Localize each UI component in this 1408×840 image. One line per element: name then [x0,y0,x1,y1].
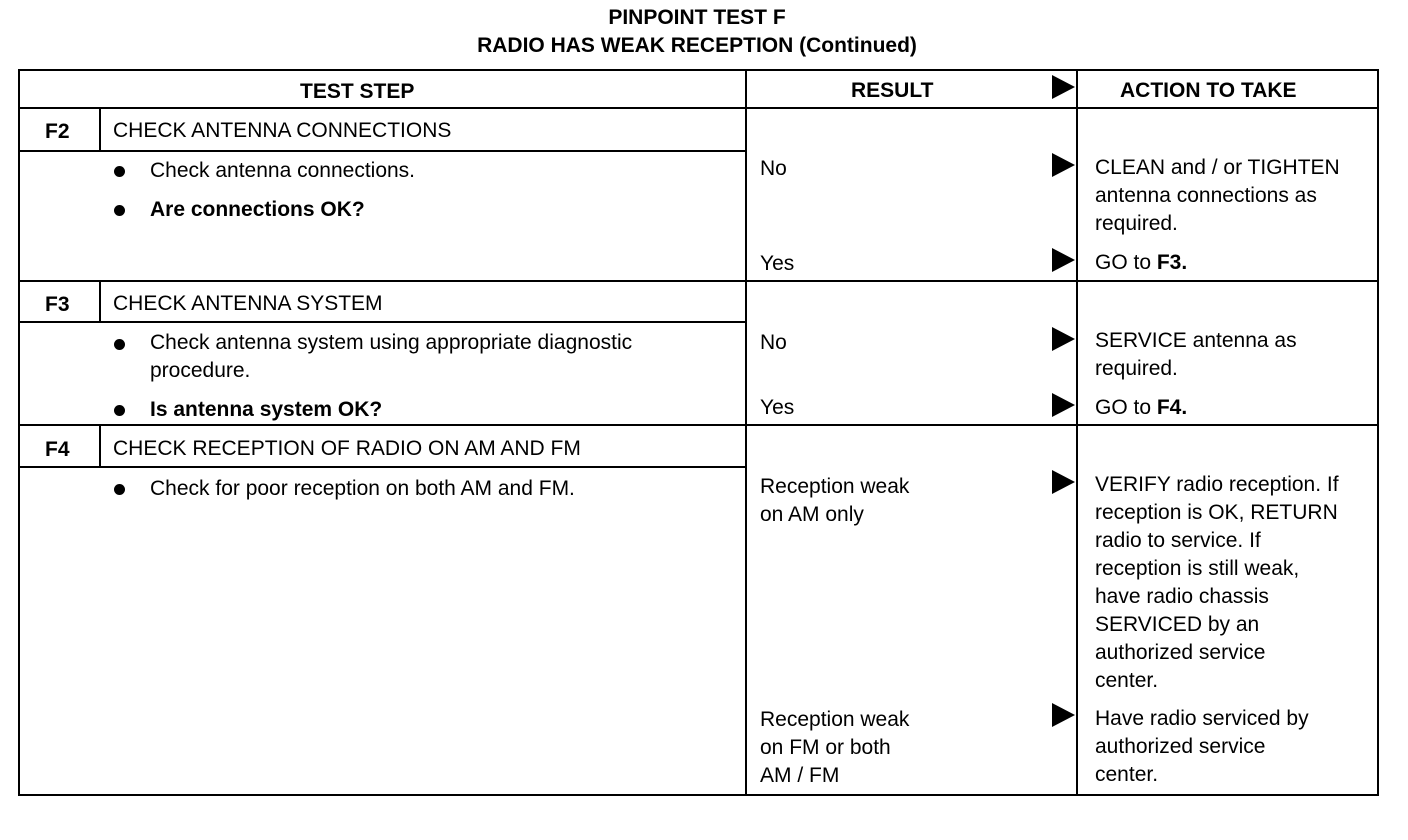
f2-result-no: No [760,157,787,180]
f4-action-am: VERIFY radio reception. If reception is OK, RETURN radio to service. If reception is still weak, have radio chassis SERVICED by an authorized service center. [1095,473,1339,692]
test-subtitle: RADIO HAS WEAK RECEPTION (Continued) [477,34,917,57]
f3-result-yes: Yes [760,396,795,419]
test-title: PINPOINT TEST F [608,6,786,29]
f4-id-divider [99,424,101,468]
f4-heading-underline [18,466,747,468]
header-test-step: TEST STEP [300,80,415,103]
f4-bullet-1: Check for poor reception on both AM and FM. [150,477,575,500]
f4-action-fm: Have radio serviced by authorized service center. [1095,707,1309,786]
bullet-icon [114,405,125,416]
f2-bullet-1: Check antenna connections. [150,159,416,182]
step-id-f2: F2 [45,120,70,143]
arrow-icon [1052,470,1075,494]
f2-id-divider [99,107,101,152]
f2-heading-underline [18,150,747,152]
step-heading-f2: CHECK ANTENNA CONNECTIONS [113,119,452,142]
arrow-icon [1052,703,1075,727]
f3-bullet-2: Is antenna system OK? [150,398,383,421]
arrow-icon [1052,153,1075,177]
arrow-icon [1052,248,1075,272]
arrow-icon [1052,393,1075,417]
bullet-icon [114,484,125,495]
table-left-border [18,69,20,796]
table-right-border [1377,69,1379,796]
f3-id-divider [99,280,101,323]
header-action: ACTION TO TAKE [1120,79,1297,102]
result-column-divider [745,69,747,796]
row-divider-f3 [18,280,1379,282]
step-id-f3: F3 [45,293,70,316]
step-heading-f3: CHECK ANTENNA SYSTEM [113,292,383,315]
step-id-f4: F4 [45,438,70,461]
row-divider-f4 [18,424,1379,426]
f4-result-fm: Reception weak on FM or both AM / FM [760,708,910,787]
bullet-icon [114,205,125,216]
table-bottom-border [18,794,1379,796]
f2-action-no: CLEAN and / or TIGHTEN antenna connections as required. [1095,156,1340,235]
f3-bullet-1: Check antenna system using appropriate diagnostic procedure. [150,331,633,382]
header-divider [18,107,1379,109]
action-column-divider [1076,69,1078,796]
f2-bullet-2: Are connections OK? [150,198,365,221]
table-top-border [18,69,1379,71]
f2-result-yes: Yes [760,252,795,275]
bullet-icon [114,166,125,177]
header-arrow-icon [1052,75,1075,99]
f3-action-no: SERVICE antenna as required. [1095,329,1297,380]
f3-heading-underline [18,321,747,323]
f2-action-yes: GO to F3. [1095,251,1188,274]
header-result: RESULT [851,79,934,102]
f4-result-am: Reception weak on AM only [760,475,910,526]
f3-result-no: No [760,331,787,354]
arrow-icon [1052,327,1075,351]
bullet-icon [114,339,125,350]
f3-action-yes: GO to F4. [1095,396,1188,419]
step-heading-f4: CHECK RECEPTION OF RADIO ON AM AND FM [113,437,581,460]
